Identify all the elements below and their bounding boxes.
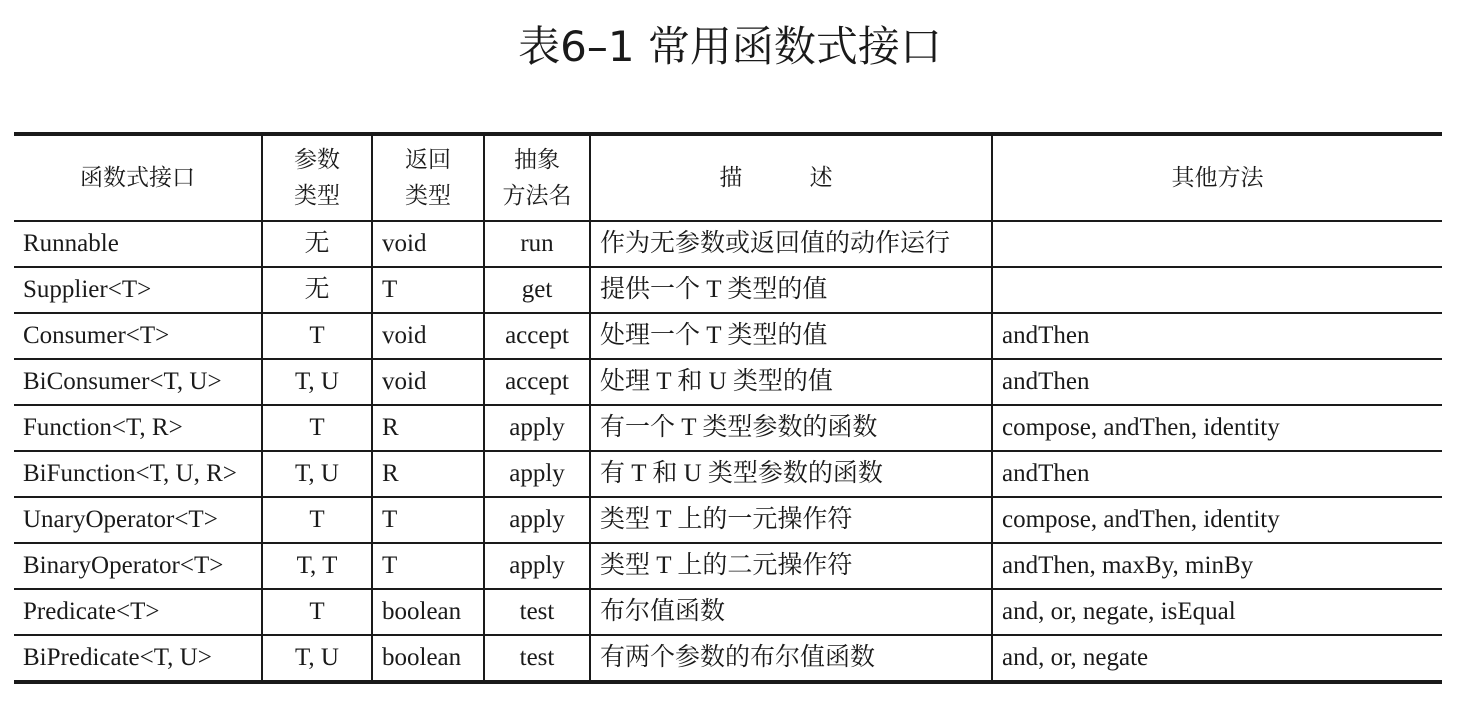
cell-param-type: T <box>262 405 372 451</box>
cell-return-type: T <box>372 543 484 589</box>
header-param-type <box>262 134 372 221</box>
cell-param-type: T <box>262 497 372 543</box>
cell-description: 提供一个 T 类型的值 <box>590 267 992 313</box>
header-return-type <box>372 134 484 221</box>
cell-param-type: T <box>262 313 372 359</box>
table-row <box>14 405 1442 451</box>
cell-return-type: void <box>372 359 484 405</box>
cell-other-methods: compose, andThen, identity <box>992 497 1442 543</box>
cell-interface: Runnable <box>14 221 262 267</box>
cell-return-type: boolean <box>372 589 484 635</box>
header-interface-label: 函数式接口 <box>80 165 195 191</box>
cell-description: 类型 T 上的二元操作符 <box>590 543 992 589</box>
header-description-label: 描 述 <box>719 165 863 191</box>
cell-interface: Consumer<T> <box>14 313 262 359</box>
cell-interface: Function<T, R> <box>14 405 262 451</box>
cell-abstract-method: apply <box>484 451 590 497</box>
header-row <box>14 134 1442 221</box>
cell-param-type: 无 <box>262 221 372 267</box>
table-row <box>14 359 1442 405</box>
cell-abstract-method: accept <box>484 359 590 405</box>
cell-description: 作为无参数或返回值的动作运行 <box>590 221 992 267</box>
functional-interfaces-table <box>14 132 1442 684</box>
cell-param-type: T, T <box>262 543 372 589</box>
table-row <box>14 497 1442 543</box>
header-description <box>590 134 992 221</box>
cell-other-methods: and, or, negate <box>992 635 1442 682</box>
cell-interface: BiPredicate<T, U> <box>14 635 262 682</box>
functional-interfaces-table-container <box>14 132 1442 684</box>
cell-description: 类型 T 上的一元操作符 <box>590 497 992 543</box>
cell-description: 有一个 T 类型参数的函数 <box>590 405 992 451</box>
cell-return-type: boolean <box>372 635 484 682</box>
cell-return-type: void <box>372 221 484 267</box>
cell-return-type: T <box>372 267 484 313</box>
cell-abstract-method: test <box>484 589 590 635</box>
cell-other-methods: andThen, maxBy, minBy <box>992 543 1442 589</box>
table-row <box>14 589 1442 635</box>
table-row <box>14 635 1442 682</box>
cell-interface: Supplier<T> <box>14 267 262 313</box>
cell-other-methods: andThen <box>992 359 1442 405</box>
cell-other-methods: and, or, negate, isEqual <box>992 589 1442 635</box>
header-other-methods <box>992 134 1442 221</box>
cell-return-type: R <box>372 451 484 497</box>
cell-return-type: T <box>372 497 484 543</box>
cell-abstract-method: apply <box>484 543 590 589</box>
header-param-type-line1: 参数 <box>294 147 340 173</box>
cell-interface: BiFunction<T, U, R> <box>14 451 262 497</box>
cell-interface: UnaryOperator<T> <box>14 497 262 543</box>
cell-abstract-method: run <box>484 221 590 267</box>
cell-abstract-method: accept <box>484 313 590 359</box>
cell-abstract-method: apply <box>484 497 590 543</box>
header-abstract-method-line1: 抽象 <box>514 147 560 173</box>
header-other-methods-label: 其他方法 <box>1171 165 1264 191</box>
cell-description: 布尔值函数 <box>590 589 992 635</box>
cell-other-methods: andThen <box>992 451 1442 497</box>
cell-other-methods <box>992 221 1442 267</box>
table-row <box>14 313 1442 359</box>
cell-description: 处理 T 和 U 类型的值 <box>590 359 992 405</box>
cell-interface: BiConsumer<T, U> <box>14 359 262 405</box>
cell-interface: Predicate<T> <box>14 589 262 635</box>
cell-param-type: 无 <box>262 267 372 313</box>
cell-description: 有 T 和 U 类型参数的函数 <box>590 451 992 497</box>
header-abstract-method-line2: 方法名 <box>502 183 572 209</box>
cell-other-methods <box>992 267 1442 313</box>
cell-abstract-method: apply <box>484 405 590 451</box>
cell-param-type: T <box>262 589 372 635</box>
table-caption: 表6–1 常用函数式接口 <box>518 22 942 71</box>
cell-param-type: T, U <box>262 635 372 682</box>
cell-other-methods: compose, andThen, identity <box>992 405 1442 451</box>
cell-return-type: void <box>372 313 484 359</box>
cell-abstract-method: get <box>484 267 590 313</box>
header-return-type-line1: 返回 <box>405 147 451 173</box>
header-return-type-line2: 类型 <box>405 183 451 209</box>
table-row <box>14 451 1442 497</box>
table-row <box>14 543 1442 589</box>
table-row <box>14 221 1442 267</box>
header-param-type-line2: 类型 <box>294 183 340 209</box>
table-row <box>14 267 1442 313</box>
cell-return-type: R <box>372 405 484 451</box>
header-interface <box>14 134 262 221</box>
table-body <box>14 221 1442 682</box>
table-header <box>14 134 1442 221</box>
header-abstract-method <box>484 134 590 221</box>
cell-abstract-method: test <box>484 635 590 682</box>
cell-interface: BinaryOperator<T> <box>14 543 262 589</box>
cell-other-methods: andThen <box>992 313 1442 359</box>
cell-param-type: T, U <box>262 451 372 497</box>
cell-description: 有两个参数的布尔值函数 <box>590 635 992 682</box>
cell-param-type: T, U <box>262 359 372 405</box>
cell-description: 处理一个 T 类型的值 <box>590 313 992 359</box>
